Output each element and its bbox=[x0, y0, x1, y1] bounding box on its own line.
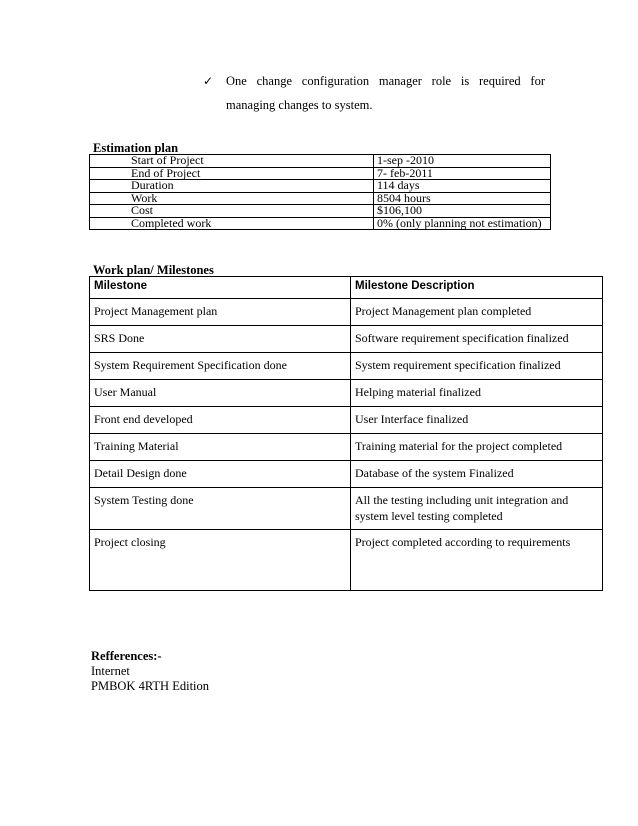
description-line: All the testing including unit integration and bbox=[355, 493, 569, 507]
milestone-cell: Detail Design done bbox=[90, 461, 351, 488]
reference-item: Internet bbox=[91, 664, 130, 678]
estimation-value: 0% (only planning not estimation) bbox=[374, 217, 551, 230]
table-row bbox=[90, 461, 603, 488]
work-plan-heading: Work plan/ Milestones bbox=[93, 263, 214, 277]
table-row bbox=[90, 488, 603, 530]
bullet-line-1 bbox=[226, 74, 545, 89]
description-cell: System requirement specification finalized bbox=[351, 353, 603, 380]
milestone-cell: Front end developed bbox=[90, 407, 351, 434]
description-cell: Database of the system Finalized bbox=[351, 461, 603, 488]
estimation-value: 7- feb-2011 bbox=[374, 167, 551, 180]
bullet-line-1-text: One change configuration manager role is required for bbox=[226, 74, 545, 88]
references-heading: Refferences:- bbox=[91, 649, 162, 663]
estimation-label: Work bbox=[90, 192, 374, 205]
description-cell: Helping material finalized bbox=[351, 380, 603, 407]
description-cell bbox=[351, 488, 603, 530]
estimation-label: Start of Project bbox=[90, 155, 374, 168]
table-row bbox=[90, 192, 551, 205]
bullet-line-2: managing changes to system. bbox=[226, 98, 373, 112]
milestone-cell: Training Material bbox=[90, 434, 351, 461]
estimation-table bbox=[89, 154, 551, 230]
estimation-label: End of Project bbox=[90, 167, 374, 180]
estimation-plan-heading: Estimation plan bbox=[93, 141, 179, 155]
description-cell: Training material for the project completed bbox=[351, 434, 603, 461]
estimation-value: 114 days bbox=[374, 180, 551, 193]
table-row bbox=[90, 180, 551, 193]
table-row bbox=[90, 217, 551, 230]
estimation-value: 8504 hours bbox=[374, 192, 551, 205]
description-cell: Project completed according to requirements bbox=[351, 530, 603, 591]
reference-item: PMBOK 4RTH Edition bbox=[91, 679, 210, 693]
description-cell: User Interface finalized bbox=[351, 407, 603, 434]
estimation-value: $106,100 bbox=[374, 205, 551, 218]
table-row bbox=[90, 530, 603, 591]
milestone-cell: System Requirement Specification done bbox=[90, 353, 351, 380]
table-row bbox=[90, 407, 603, 434]
description-cell: Software requirement specification finalized bbox=[351, 326, 603, 353]
estimation-label: Completed work bbox=[90, 217, 374, 230]
description-cell: Project Management plan completed bbox=[351, 299, 603, 326]
milestone-cell: System Testing done bbox=[90, 488, 351, 530]
table-row bbox=[90, 434, 603, 461]
estimation-label: Duration bbox=[90, 180, 374, 193]
milestone-cell: User Manual bbox=[90, 380, 351, 407]
column-header-milestone: Milestone bbox=[90, 277, 351, 299]
table-row bbox=[90, 380, 603, 407]
description-line: system level testing completed bbox=[355, 509, 503, 523]
milestone-cell: Project Management plan bbox=[90, 299, 351, 326]
references-section bbox=[91, 649, 209, 694]
table-row bbox=[90, 353, 603, 380]
estimation-value: 1-sep -2010 bbox=[374, 155, 551, 168]
milestone-cell: SRS Done bbox=[90, 326, 351, 353]
estimation-label: Cost bbox=[90, 205, 374, 218]
table-row bbox=[90, 326, 603, 353]
milestones-table bbox=[89, 276, 603, 591]
table-row bbox=[90, 299, 603, 326]
column-header-description: Milestone Description bbox=[351, 277, 603, 299]
milestone-cell: Project closing bbox=[90, 530, 351, 591]
checkmark-icon: ✓ bbox=[203, 74, 214, 88]
table-header-row bbox=[90, 277, 603, 299]
